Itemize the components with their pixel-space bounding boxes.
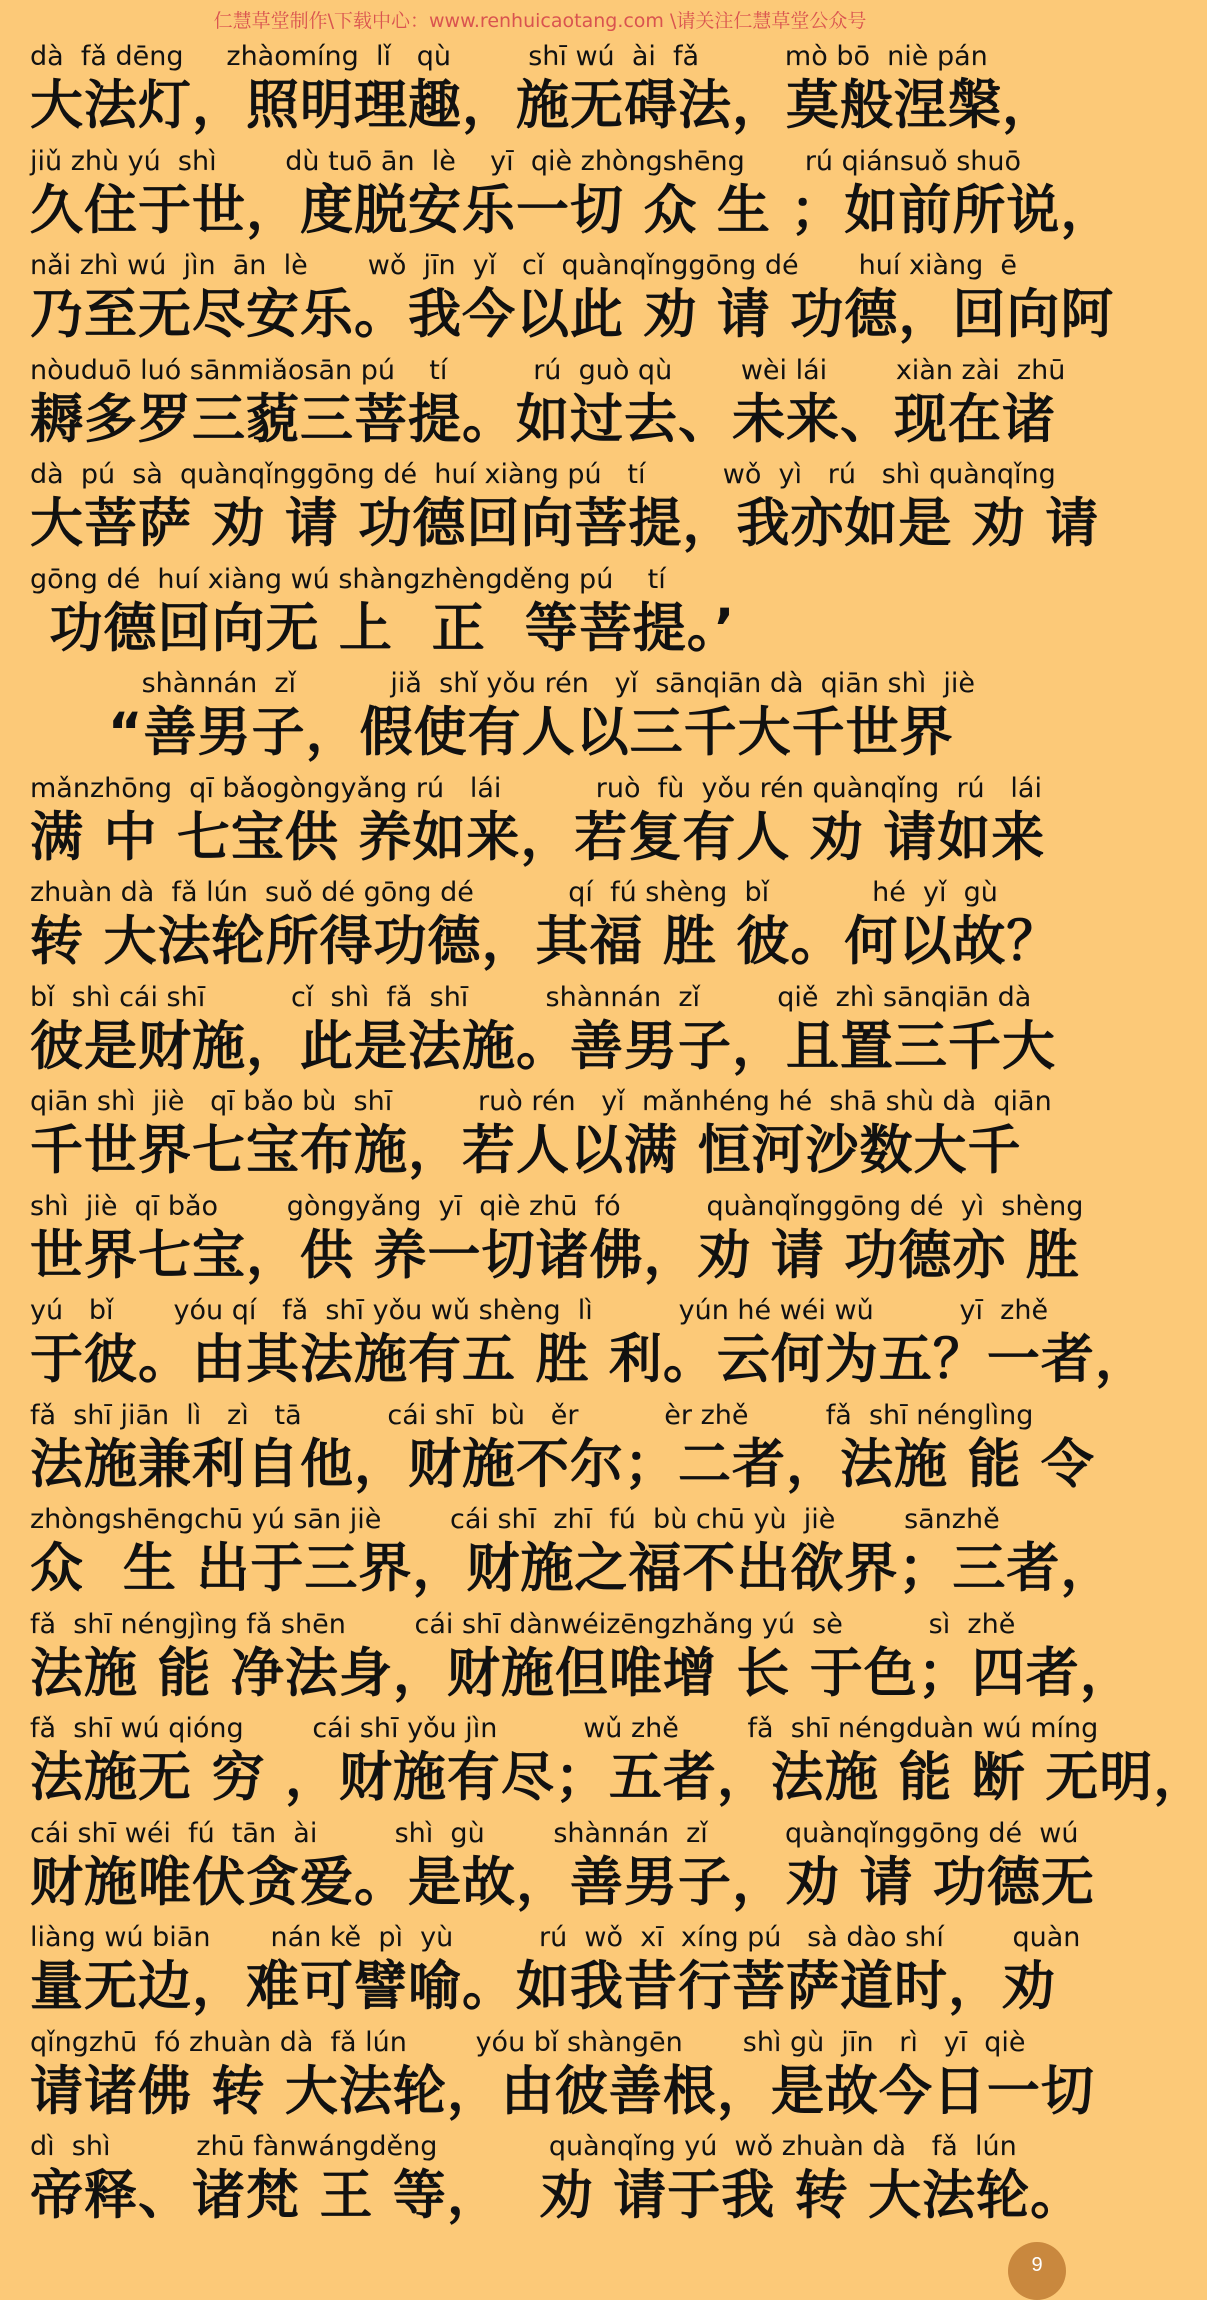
hanzi-row: 于彼。由其法施有五 胜 利。云何为五？一者， [30,1329,1149,1390]
hanzi-row: 满 中 七宝供 养如来，若复有人 劝 请如来 [30,806,1046,868]
pinyin-row: dì shì zhū fànwángděng quànqǐng yú wǒ zhuàn dà fǎ lún [30,2131,1017,2162]
hanzi-row: 彼是财施，此是法施。善男子，且置三千大 [30,1015,1056,1077]
text-line [30,458,1100,563]
text-line [30,145,1115,250]
hanzi-row: 财施唯伏贪爱。是故，善男子，劝 请 功德无 [30,1851,1095,1913]
text-line [30,2130,1085,2235]
pinyin-row: zhuàn dà fǎ lún suǒ dé gōng dé qí fú shèng bǐ hé yǐ gù [30,877,998,908]
pinyin-row: cái shī wéi fú tān ài shì gù shànnán zǐ quànqǐnggōng dé wú [30,1817,1079,1849]
text-line [30,667,1060,772]
pinyin-row: jiǔ zhù yú shì dù tuō ān lè yī qiè zhòngshēng rú qiánsuǒ shuō [30,145,1022,177]
text-line [30,1085,1060,1190]
text-line [30,1503,1115,1608]
pinyin-row: nǎi zhì wú jìn ān lè wǒ jīn yǐ cǐ quànqǐnggōng dé huí xiàng ē [30,250,1018,281]
hanzi-row: 耨多罗三藐三菩提。如过去、未来、现在诸 [30,388,1056,450]
text-line [30,249,1115,354]
text-line [30,1190,1084,1295]
scripture-text [30,40,1207,2235]
hanzi-row: 大法灯，照明理趣，施无碍法，莫般涅槃， [30,75,1056,136]
pinyin-row: yú bǐ yóu qí fǎ shī yǒu wǔ shèng lì yún hé wéi wǔ yī zhě [30,1295,1049,1326]
pinyin-row: mǎnzhōng qī bǎogòngyǎng rú lái ruò fù yǒu rén quànqǐng rú lái [30,772,1042,804]
hanzi-row: 久住于世，度脱安乐一切 众 生 ；如前所说， [30,179,1115,241]
pinyin-row: liàng wú biān nán kě pì yù rú wǒ xī xíng pú sà dào shí quàn [30,1922,1081,1953]
text-line [30,1294,1149,1399]
text-line [30,1921,1081,2026]
pinyin-row: bǐ shì cái shī cǐ shì fǎ shī shànnán zǐ qiě zhì sānqiān dà [30,981,1032,1013]
text-line [30,876,1060,981]
pinyin-row: gōng dé huí xiàng wú shàngzhèngděng pú tí [30,563,666,595]
pinyin-row: zhòngshēngchū yú sān jiè cái shī zhī fú bù chū yù jiè sānzhě [30,1504,1000,1535]
pinyin-row: nòuduō luó sānmiǎosān pú tí rú guò qù wèi lái xiàn zài zhū [30,354,1066,386]
hanzi-row: 功德回向无 上 正 等菩提。’ [30,597,736,659]
page-number-badge: 9 [1008,2242,1066,2300]
pinyin-row: shì jiè qī bǎo gòngyǎng yī qiè zhū fó quànqǐnggōng dé yì shèng [30,1190,1084,1222]
pinyin-row: fǎ shī jiān lì zì tā cái shī bù ěr èr zhě fǎ shī nénglìng [30,1399,1034,1431]
hanzi-row: 请诸佛 转 大法轮，由彼善根，是故今日一切 [30,2060,1095,2122]
pinyin-row: dà pú sà quànqǐnggōng dé huí xiàng pú tí wǒ yì rú shì quànqǐng [30,459,1056,490]
hanzi-row: 量无边，难可譬喻。如我昔行菩萨道时，劝 [30,1956,1056,2017]
text-line [30,40,1060,145]
text-line [30,981,1060,1086]
text-line [30,1399,1095,1504]
hanzi-row: 乃至无尽安乐。我今以此 劝 请 功德，回向阿 [30,284,1115,345]
hanzi-row: 法施无 穷 ，财施有尽；五者，法施 能 断 无明， [30,1747,1207,1808]
hanzi-row: “善男子，假使有人以三千大千世界 [30,702,954,763]
hanzi-row: 千世界七宝布施，若人以满 恒河沙数大千 [30,1120,1022,1181]
pinyin-row: qǐngzhū fó zhuàn dà fǎ lún yóu bǐ shàngēn shì gù jīn rì yī qiè [30,2026,1026,2058]
hanzi-row: 大菩萨 劝 请 功德回向菩提，我亦如是 劝 请 [30,493,1100,554]
hanzi-row: 众 生 出于三界，财施之福不出欲界；三者， [30,1538,1115,1599]
text-line [30,2026,1095,2131]
hanzi-row: 法施兼利自他，财施不尔；二者，法施 能 令 [30,1433,1095,1495]
hanzi-row: 世界七宝，供 养一切诸佛，劝 请 功德亦 胜 [30,1224,1080,1286]
hanzi-row: 法施 能 净法身，财施但唯增 长 于色；四者， [30,1642,1134,1704]
text-line [30,1817,1095,1922]
hanzi-row: 转 大法轮所得功德，其福 胜 彼。何以故？ [30,911,1061,972]
text-line [30,354,1066,459]
pinyin-row: shànnán zǐ jiǎ shǐ yǒu rén yǐ sānqiān dà qiān shì jiè [30,668,976,699]
pinyin-row: dà fǎ dēng zhàomíng lǐ qù shī wú ài fǎ mò bō niè pán [30,41,988,72]
page-header: 仁慧草堂制作\下载中心：www.renhuicaotang.com \请关注仁慧草堂公众号 [213,10,867,32]
pinyin-row: qiān shì jiè qī bǎo bù shī ruò rén yǐ mǎnhéng hé shā shù dà qiān [30,1086,1052,1117]
text-line [30,772,1060,877]
pinyin-row: fǎ shī wú qióng cái shī yǒu jìn wǔ zhě fǎ shī néngduàn wú míng [30,1713,1099,1744]
text-line [30,563,1060,668]
text-line [30,1608,1134,1713]
pinyin-row: fǎ shī néngjìng fǎ shēn cái shī dànwéizēngzhǎng yú sè sì zhě [30,1608,1016,1640]
hanzi-row: 帝释、诸梵 王 等， 劝 请于我 转 大法轮。 [30,2165,1085,2226]
text-line [30,1712,1207,1817]
